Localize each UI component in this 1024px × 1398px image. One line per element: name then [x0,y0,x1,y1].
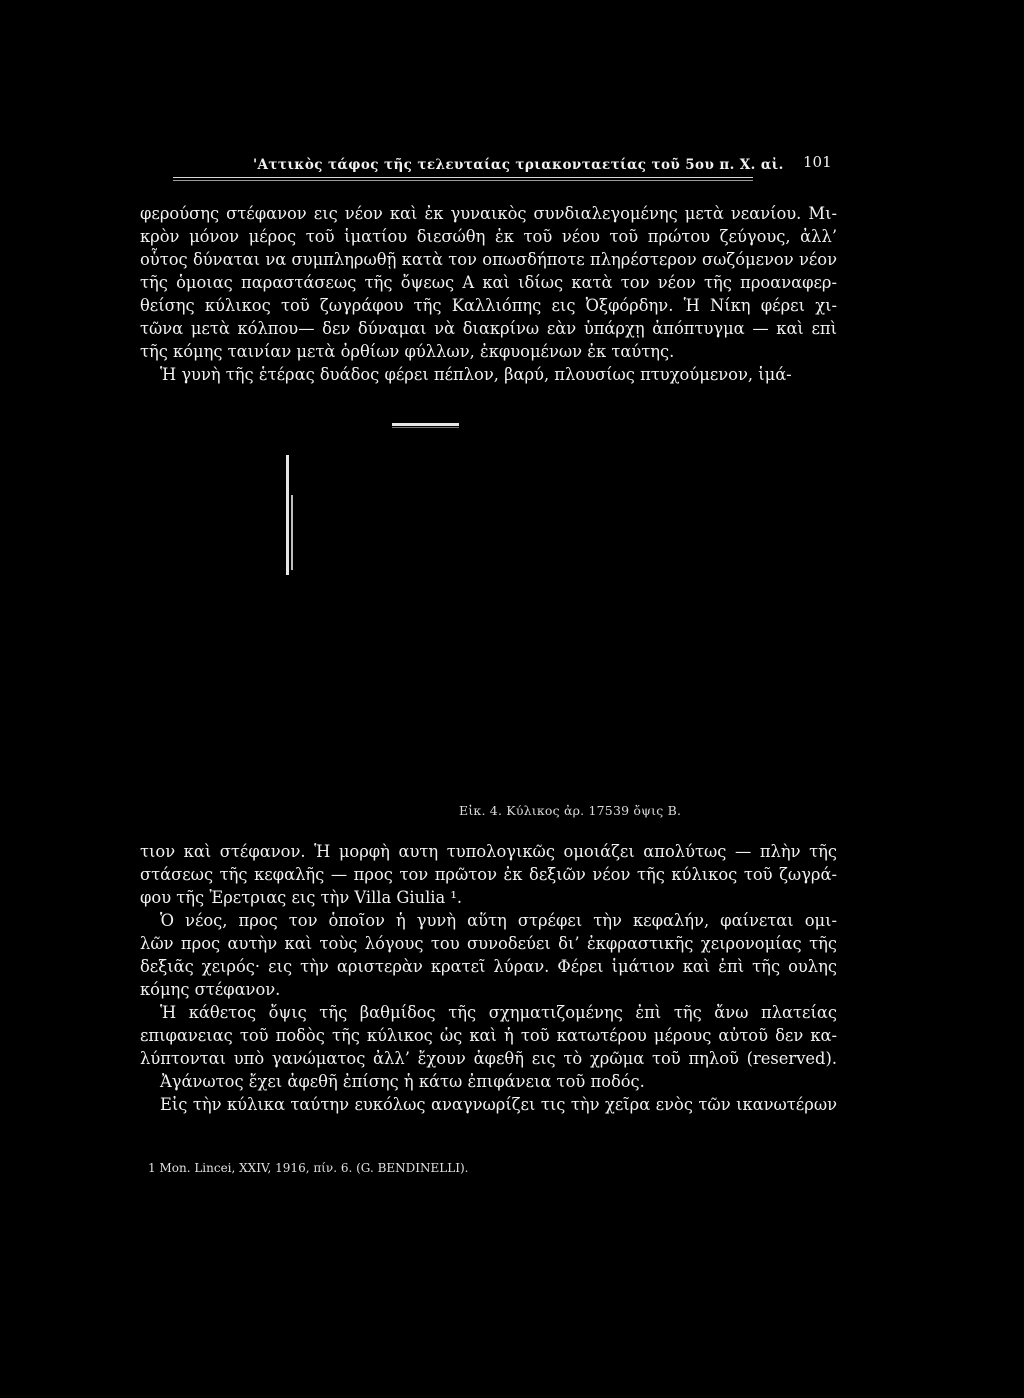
paragraph-line: επιφανειας τοῦ ποδὸς τῆς κύλικος ὡς καὶ ἡ τοῦ κατωτέρου μέρους αὐτοῦ δεν κα- [140,1026,837,1045]
paragraph-line: λύπτονται υπὸ γανώματος ἀλλ’ ἔχουν ἀφεθῆ εις τὸ χρῶμα τοῦ πηλοῦ (reserved). [140,1049,837,1068]
paragraph-line: κρὸν μόνον μέρος τοῦ ἱματίου διεσώθη ἐκ τοῦ νέου τοῦ πρώτου ζεύγους, ἀλλ’ [140,227,837,246]
figure-fragment [392,423,459,426]
paragraph-line: στάσεως τῆς κεφαλῆς — προς τον πρῶτον ἐκ δεξιῶν νέον τῆς κύλικος τοῦ ζωγρά- [140,865,837,884]
header-rule [173,177,753,178]
running-header-title: 'Αττικὸς τάφος τῆς τελευταίας τριακονταετίας τοῦ 5ου π. Χ. αἰ. [253,157,784,173]
paragraph-line: λῶν προς αυτὴν καὶ τοὺς λόγους του συνοδεύει δι’ ἐκφραστικῆς χειρονομίας τῆς [140,934,837,953]
footnote: 1 Mon. Lincei, XXIV, 1916, πίν. 6. (G. BENDINELLI). [148,1161,469,1175]
paragraph-line: οὗτος δύναται να συμπληρωθῇ κατὰ τον οπωσδήποτε πληρέστερον σωζόμενον νέον [140,250,837,269]
paragraph-line: τιον καὶ στέφανον. Ἡ μορφὴ αυτη τυπολογικῶς ομοιάζει απολύτως — πλὴν τῆς [140,842,837,861]
paragraph-line: τῆς ὁμοιας παραστάσεως τῆς ὄψεως Α καὶ ιδίως κατὰ τον νέον τῆς προαναφερ- [140,273,837,292]
paragraph-line: δεξιᾶς χειρός· εις τὴν αριστερὰν κρατεῖ λύραν. Φέρει ἱμάτιον καὶ ἐπὶ τῆς ουλης [140,957,837,976]
paragraph-line: Ἀγάνωτος ἔχει ἀφεθῆ ἐπίσης ἡ κάτω ἐπιφάνεια τοῦ ποδός. [160,1072,645,1091]
paragraph-line: φου τῆς Ἐρετριας εις τὴν Villa Giulia ¹. [140,888,463,907]
paragraph-line: Ἡ κάθετος ὄψις τῆς βαθμίδος τῆς σχηματιζομένης ἐπὶ τῆς ἄνω πλατείας [160,1003,837,1022]
paragraph-line: κόμης στέφανον. [140,980,281,999]
paragraph-line: τῆς κόμης ταινίαν μετὰ ὀρθίων φύλλων, ἐκφυομένων ἐκ ταύτης. [140,342,675,361]
footnote-rule [140,1151,837,1152]
figure-caption: Εἰκ. 4. Κύλικος ἀρ. 17539 ὄψις Β. [459,803,682,818]
paragraph-line: θείσης κύλικος τοῦ ζωγράφου τῆς Καλλιόπης εις Ὀξφόρδην. Ἡ Νίκη φέρει χι- [140,296,837,315]
header-rule-lower [173,180,753,181]
paragraph-line: τῶνα μετὰ κόλπου— δεν δύναμαι νὰ διακρίνω εὰν ὑπάρχῃ ἀπόπτυγμα — καὶ επὶ [140,319,837,338]
paragraph-line: Ὁ νέος, προς τον ὁποῖον ἡ γυνὴ αὕτη στρέφει τὴν κεφαλήν, φαίνεται ομι- [160,911,837,930]
page-number: 101 [803,153,832,171]
figure-fragment [286,455,289,575]
paragraph-line: φερούσης στέφανον εις νέον καὶ ἐκ γυναικὸς συνδιαλεγομένης μετὰ νεανίου. Μι- [140,204,837,223]
figure-fragment [291,495,293,570]
paragraph-line: Εἰς τὴν κύλικα ταύτην ευκόλως αναγνωρίζει τις τὴν χεῖρα ενὸς τῶν ικανωτέρων [160,1095,837,1114]
figure-fragment [392,427,459,428]
paragraph-line: Ἡ γυνὴ τῆς ἑτέρας δυάδος φέρει πέπλον, βαρύ, πλουσίως πτυχούμενον, ἱμά- [160,365,792,384]
